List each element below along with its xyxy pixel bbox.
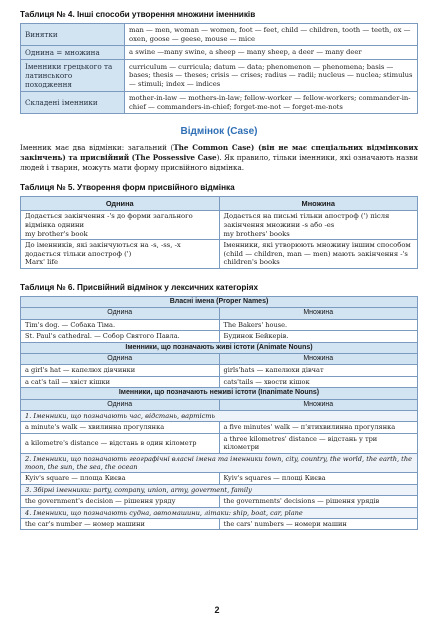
inanimate-nouns-header: Іменники, що позначають неживі істоти (Inanimate Nouns) bbox=[21, 388, 418, 399]
category-geographic: 2. Іменники, що позначають географічні власні імена та іменники town, city, country, the world, the earth, the moon, the sun, the sea, the ocean bbox=[21, 453, 418, 473]
table-row bbox=[21, 319, 418, 330]
column-header: Множина bbox=[219, 353, 418, 364]
category-vehicles: 4. Іменники, що позначають судна, автомашини, літаки: ship, boat, car, plane bbox=[21, 507, 418, 518]
page-number: 2 bbox=[214, 605, 220, 615]
table-row bbox=[21, 60, 418, 92]
table5-header: Однина bbox=[21, 197, 220, 211]
table-row bbox=[21, 211, 418, 240]
table6-cell: a girl's hat — капелюх дівчинки bbox=[21, 365, 220, 376]
table5-cell: Додається на письмі тільки апостроф (') після закінчення множини -s або -es my brothers' books bbox=[219, 211, 418, 240]
table-row bbox=[21, 92, 418, 114]
table4-label: Винятки bbox=[21, 24, 125, 46]
table-row bbox=[21, 46, 418, 60]
column-header: Множина bbox=[219, 308, 418, 319]
para-text: ) (він не має спеціальних відмінкових закінчень) та присвійний ( bbox=[20, 143, 418, 163]
table5 bbox=[20, 196, 418, 269]
table6-cell: a minute's walk — хвилинна прогулянка bbox=[21, 422, 220, 433]
para-text: ). Як правило, тільки іменники, які означають назви людей і тварин, можуть мати форму присвійного відмінка. bbox=[20, 153, 418, 173]
table5-cell: Додається закінчення -'s до форми загального відмінка однини my brother's book bbox=[21, 211, 220, 240]
table6-cell: a cat's tail — хвіст кішки bbox=[21, 376, 220, 387]
table5-caption: Таблиця № 5. Утворення форм присвійного відмінка bbox=[20, 183, 235, 193]
table-row bbox=[21, 473, 418, 484]
table-row bbox=[21, 422, 418, 433]
table-row bbox=[21, 365, 418, 376]
table6-cell: cats'tails — хвости кішок bbox=[219, 376, 418, 387]
table-row bbox=[21, 376, 418, 387]
page-content bbox=[20, 10, 418, 530]
table-row bbox=[21, 496, 418, 507]
common-case-term: The Common Case bbox=[173, 143, 251, 153]
column-header: Однина bbox=[21, 308, 220, 319]
table5-cell: До іменників, які закінчуються на -s, -ss, -x додається тільки апостроф (') Marx' life bbox=[21, 240, 220, 269]
possessive-case-term: The Possessive Case bbox=[135, 153, 217, 163]
column-header: Однина bbox=[21, 353, 220, 364]
table6-caption: Таблиця № 6. Присвійний відмінок у лексичних категоріях bbox=[20, 282, 259, 292]
table6-cell: The Bakers' house. bbox=[219, 319, 418, 330]
table6-cell: a three kilometres' distance — відстань у три кілометри bbox=[219, 433, 418, 453]
table6-cell: girls'hats — капелюхи дівчат bbox=[219, 365, 418, 376]
table-row bbox=[21, 519, 418, 530]
table4-value: mother-in-law — mothers-in-law; fellow-worker — fellow-workers; commander-in-chief — commanders-in-chief; forget-me-not — forget-me-nots bbox=[125, 92, 418, 114]
proper-names-header: Власні імена (Proper Names) bbox=[21, 296, 418, 307]
table-row bbox=[21, 24, 418, 46]
table6-cell: Будинок Бейкерів. bbox=[219, 331, 418, 342]
table-row bbox=[21, 433, 418, 453]
category-time-distance: 1. Іменники, що позначають час, відстань, вартість bbox=[21, 411, 418, 422]
table4-value: curriculum — curricula; datum — data; phenomenon — phenomena; basis — bases; thesis — theses; crisis — crises; radius — radii; nucleus — nuclea; stimulus — stimuli; index — indices bbox=[125, 60, 418, 92]
table5-header: Множина bbox=[219, 197, 418, 211]
column-header: Множина bbox=[219, 399, 418, 410]
table6-cell: a five minutes' walk — п'ятихвилинна прогулянка bbox=[219, 422, 418, 433]
table-row bbox=[21, 331, 418, 342]
section-paragraph bbox=[20, 143, 418, 173]
table5-cell: Іменники, які утворюють множину іншим способом (child — children, man — men) мають закінчення -'s children's books bbox=[219, 240, 418, 269]
animate-nouns-header: Іменники, що позначають живі істоти (Animate Nouns) bbox=[21, 342, 418, 353]
table4-caption: Таблиця № 4. Інші способи утворення множини іменників bbox=[20, 10, 256, 19]
table4-value: man — men, woman — women, foot — feet, child — children, tooth — teeth, ox — oxen, goose — geese, mouse — mice bbox=[125, 24, 418, 46]
table4-label: Складені іменники bbox=[21, 92, 125, 114]
table6-cell: the government's decision — рішення уряду bbox=[21, 496, 220, 507]
table6-cell: St. Paul's cathedral. — Собор Святого Павла. bbox=[21, 331, 220, 342]
table6 bbox=[20, 296, 418, 531]
table6-cell: Kyiv's squares — площі Києва bbox=[219, 473, 418, 484]
table6-cell: the car's number — номер машини bbox=[21, 519, 220, 530]
column-header: Однина bbox=[21, 399, 220, 410]
para-text: Іменник має два відмінки: загальний ( bbox=[20, 143, 174, 153]
table4-label: Однина = множина bbox=[21, 46, 125, 60]
table4-label: Іменники грецького та латинського походження bbox=[21, 60, 125, 92]
table6-cell: the governments' decisions — рішення урядів bbox=[219, 496, 418, 507]
table4 bbox=[20, 23, 418, 114]
table6-cell: a kilometre's distance — відстань в один кілометр bbox=[21, 433, 220, 453]
table4-value: a swine —many swine, a sheep — many sheep, a deer — many deer bbox=[125, 46, 418, 60]
table6-cell: Tim's dog. — Собака Тіма. bbox=[21, 319, 220, 330]
category-collective: 3. Збірні іменники: party, company, union, army, goverment, family bbox=[21, 484, 418, 495]
section-title: Відмінок (Case) bbox=[180, 126, 258, 138]
table-row bbox=[21, 240, 418, 269]
table6-cell: Kyiv's square — площа Києва bbox=[21, 473, 220, 484]
table6-cell: the cars' numbers — номери машин bbox=[219, 519, 418, 530]
